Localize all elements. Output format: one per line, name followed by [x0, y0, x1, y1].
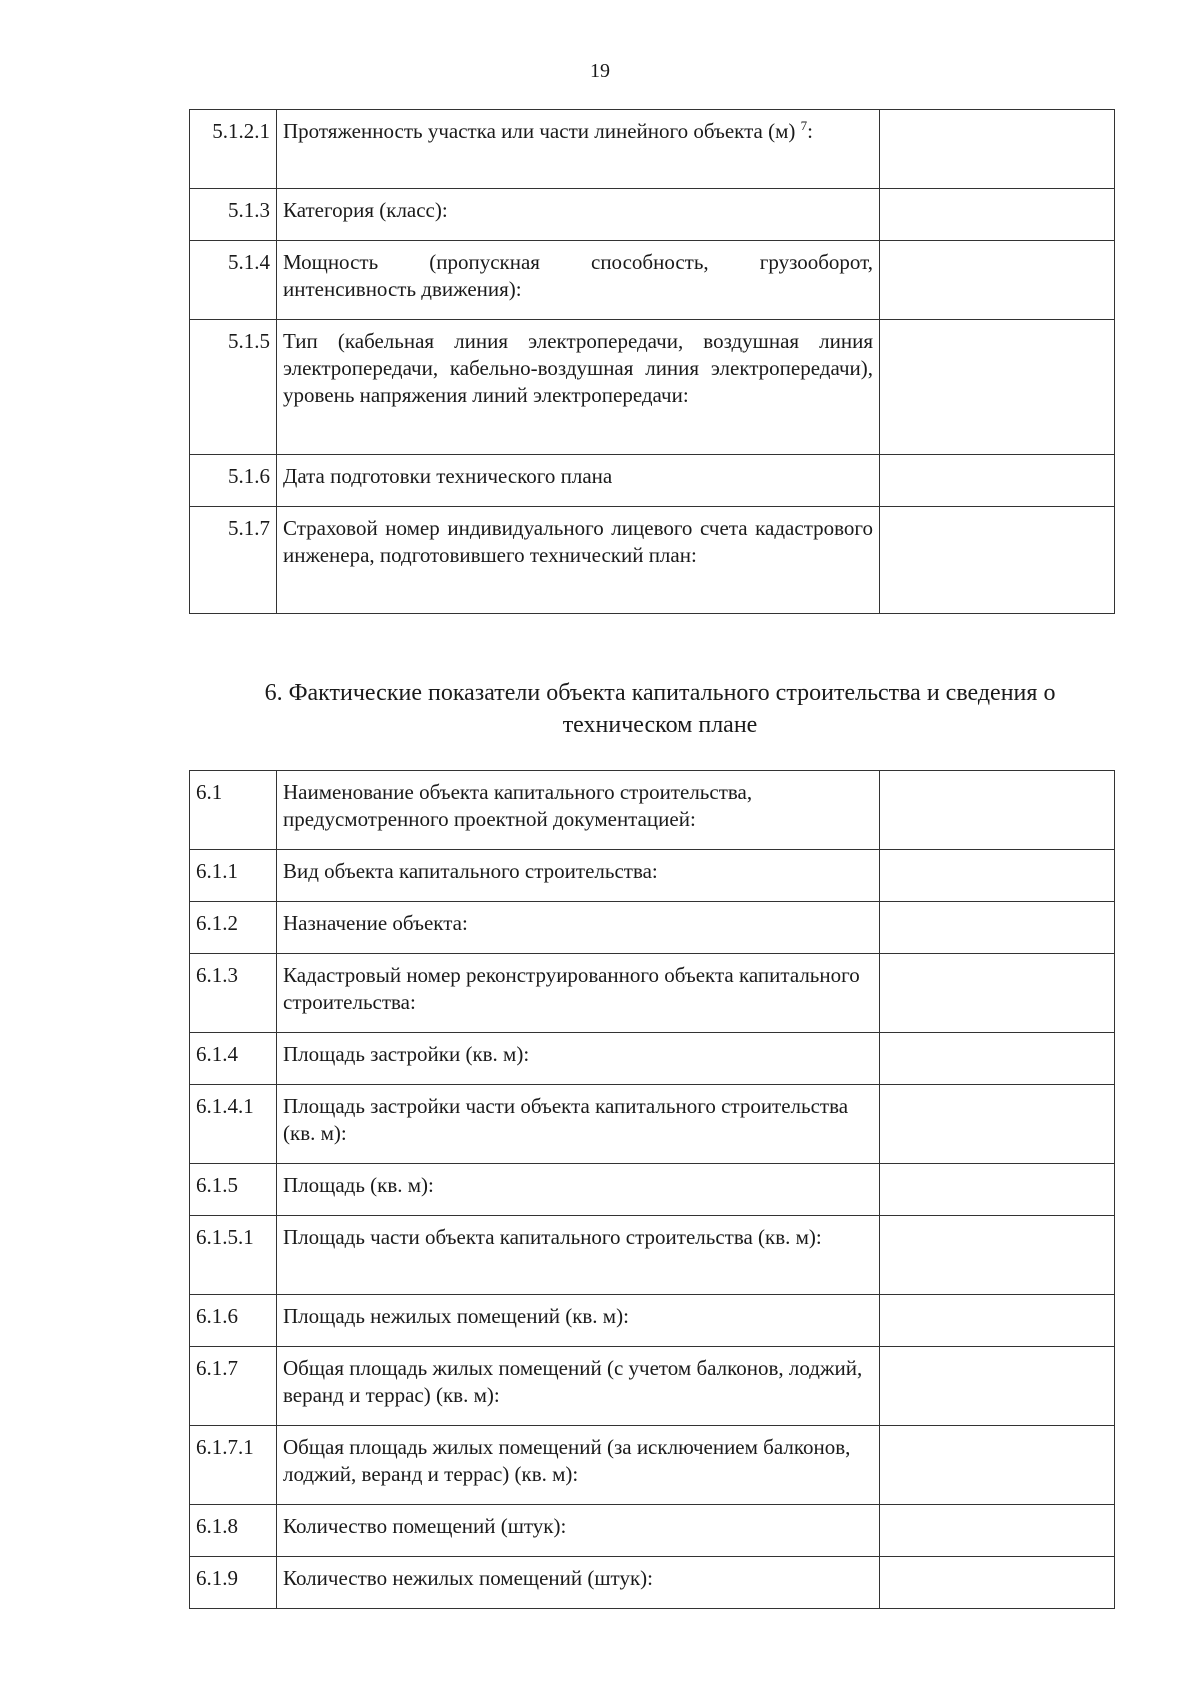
- row-label: Мощность (пропускная способность, грузооборот, интенсивность движения):: [277, 241, 880, 320]
- row-value[interactable]: [880, 954, 1115, 1033]
- row-code: 5.1.6: [190, 455, 277, 507]
- row-code: 5.1.2.1: [190, 110, 277, 189]
- row-value[interactable]: [880, 1085, 1115, 1164]
- row-value[interactable]: [880, 320, 1115, 455]
- row-value[interactable]: [880, 1216, 1115, 1295]
- table-row: [190, 1505, 1115, 1557]
- row-value[interactable]: [880, 1347, 1115, 1426]
- table-row: [190, 1033, 1115, 1085]
- table-row: [190, 241, 1115, 320]
- table-row: [190, 1164, 1115, 1216]
- table-row: [190, 110, 1115, 189]
- row-value[interactable]: [880, 189, 1115, 241]
- page-number: 19: [590, 60, 610, 82]
- row-label: Вид объекта капитального строительства:: [277, 850, 880, 902]
- table-row: [190, 1216, 1115, 1295]
- table-row: [190, 455, 1115, 507]
- row-code: 6.1.4.1: [190, 1085, 277, 1164]
- table-row: [190, 1557, 1115, 1609]
- row-label: Общая площадь жилых помещений (с учетом балконов, лоджий, веранд и террас) (кв. м):: [277, 1347, 880, 1426]
- row-value[interactable]: [880, 1505, 1115, 1557]
- footnote-marker: 7: [800, 118, 808, 133]
- linear-object-table: [189, 109, 1115, 614]
- row-label: Общая площадь жилых помещений (за исключением балконов, лоджий, веранд и террас) (кв. м):: [277, 1426, 880, 1505]
- row-value[interactable]: [880, 110, 1115, 189]
- row-code: 5.1.4: [190, 241, 277, 320]
- row-code: 6.1.8: [190, 1505, 277, 1557]
- row-code: 5.1.5: [190, 320, 277, 455]
- row-value[interactable]: [880, 507, 1115, 614]
- row-label: Страховой номер индивидуального лицевого счета кадастрового инженера, подготовившего технический план:: [277, 507, 880, 614]
- capital-object-table: [189, 770, 1115, 1609]
- row-code: 6.1.1: [190, 850, 277, 902]
- table-row: [190, 954, 1115, 1033]
- row-label: Площадь (кв. м):: [277, 1164, 880, 1216]
- row-label: Количество помещений (штук):: [277, 1505, 880, 1557]
- table-row: [190, 1295, 1115, 1347]
- row-code: 6.1.7: [190, 1347, 277, 1426]
- row-value[interactable]: [880, 1164, 1115, 1216]
- row-label: Количество нежилых помещений (штук):: [277, 1557, 880, 1609]
- table-row: [190, 1426, 1115, 1505]
- table-row: [190, 189, 1115, 241]
- row-code: 6.1.3: [190, 954, 277, 1033]
- row-code: 6.1.5: [190, 1164, 277, 1216]
- row-value[interactable]: [880, 241, 1115, 320]
- table-row: [190, 320, 1115, 455]
- row-code: 6.1: [190, 771, 277, 850]
- row-label: Площадь нежилых помещений (кв. м):: [277, 1295, 880, 1347]
- row-label: Тип (кабельная линия электропередачи, воздушная линия электропередачи, кабельно-воздушная линия электропередачи), уровень напряжения линий электропередачи:: [277, 320, 880, 455]
- table-row: [190, 850, 1115, 902]
- row-label: Категория (класс):: [277, 189, 880, 241]
- row-value[interactable]: [880, 455, 1115, 507]
- row-code: 6.1.7.1: [190, 1426, 277, 1505]
- table-row: [190, 1347, 1115, 1426]
- row-value[interactable]: [880, 1426, 1115, 1505]
- row-value[interactable]: [880, 850, 1115, 902]
- row-code: 6.1.5.1: [190, 1216, 277, 1295]
- row-value[interactable]: [880, 771, 1115, 850]
- row-code: 6.1.6: [190, 1295, 277, 1347]
- table-row: [190, 507, 1115, 614]
- row-value[interactable]: [880, 1033, 1115, 1085]
- row-code: 5.1.3: [190, 189, 277, 241]
- table-row: [190, 902, 1115, 954]
- row-label: Назначение объекта:: [277, 902, 880, 954]
- row-label: Наименование объекта капитального строительства, предусмотренного проектной документацией:: [277, 771, 880, 850]
- row-label: Дата подготовки технического плана: [277, 455, 880, 507]
- table-row: [190, 771, 1115, 850]
- row-code: 6.1.9: [190, 1557, 277, 1609]
- row-code: 6.1.4: [190, 1033, 277, 1085]
- row-value[interactable]: [880, 902, 1115, 954]
- section-title: 6. Фактические показатели объекта капитального строительства и сведения о техническом плане: [264, 680, 1056, 738]
- row-label: Площадь части объекта капитального строительства (кв. м):: [277, 1216, 880, 1295]
- row-value[interactable]: [880, 1295, 1115, 1347]
- row-code: 5.1.7: [190, 507, 277, 614]
- row-label: Протяженность участка или части линейного объекта (м) $^7$:: [277, 110, 880, 189]
- row-code: 6.1.2: [190, 902, 277, 954]
- table-row: [190, 1085, 1115, 1164]
- row-value[interactable]: [880, 1557, 1115, 1609]
- row-label: Кадастровый номер реконструированного объекта капитального строительства:: [277, 954, 880, 1033]
- row-label: Площадь застройки (кв. м):: [277, 1033, 880, 1085]
- row-label: Площадь застройки части объекта капитального строительства (кв. м):: [277, 1085, 880, 1164]
